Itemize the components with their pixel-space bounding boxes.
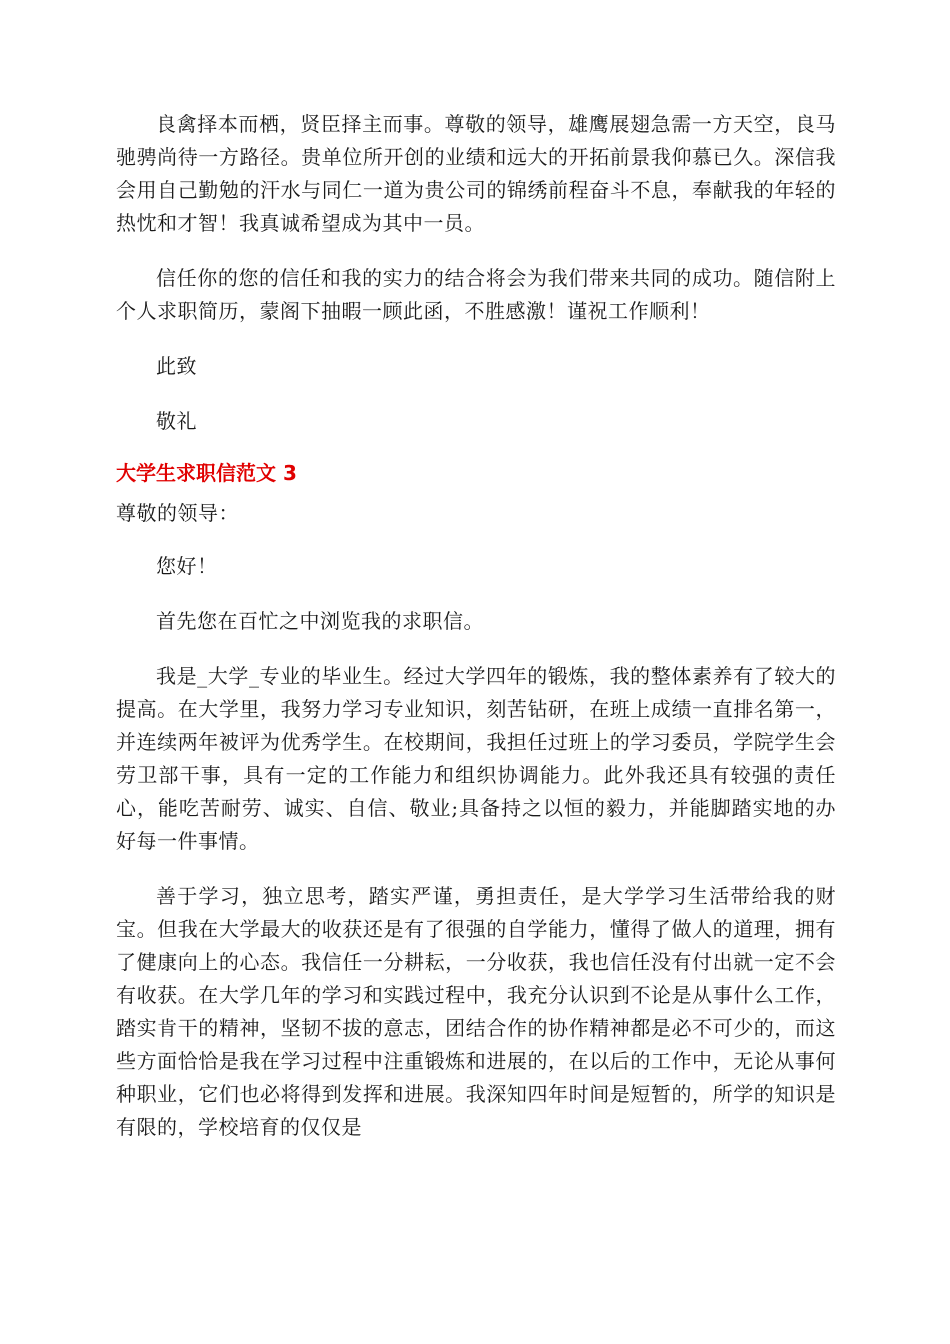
body-paragraph: 信任你的您的信任和我的实力的结合将会为我们带来共同的成功。随信附上个人求职简历，蒙阁下抽暇一顾此函，不胜感激！谨祝工作顺利！ [116, 266, 836, 323]
greeting-line: 您好！ [156, 554, 218, 578]
document-page [116, 108, 836, 1144]
body-paragraph: 首先您在百忙之中浏览我的求职信。 [156, 609, 484, 633]
body-paragraph: 良禽择本而栖，贤臣择主而事。尊敬的领导，雄鹰展翅急需一方天空，良马驰骋尚待一方路径。贵单位所开创的业绩和远大的开拓前景我仰慕已久。深信我会用自己勤勉的汗水与同仁一道为贵公司的锦绣前程奋斗不息，奉献我的年轻的热忱和才智！我真诚希望成为其中一员。 [116, 112, 836, 235]
body-paragraph: 善于学习，独立思考，踏实严谨，勇担责任，是大学学习生活带给我的财宝。但我在大学最大的收获还是有了很强的自学能力，懂得了做人的道理，拥有了健康向上的心态。我信任一分耕耘，一分收获，我也信任没有付出就一定不会有收获。在大学几年的学习和实践过程中，我充分认识到不论是从事什么工作，踏实肯干的精神，坚韧不拔的意志，团结合作的协作精神都是必不可少的，而这些方面恰恰是我在学习过程中注重锻炼和进展的，在以后的工作中，无论从事何种职业，它们也必将得到发挥和进展。我深知四年时间是短暂的，所学的知识是有限的，学校培育的仅仅是 [116, 884, 836, 1139]
body-paragraph: 我是_大学_专业的毕业生。经过大学四年的锻炼，我的整体素养有了较大的提高。在大学里，我努力学习专业知识，刻苦钻研，在班上成绩一直排名第一，并连续两年被评为优秀学生。在校期间，我担任过班上的学习委员，学院学生会劳卫部干事，具有一定的工作能力和组织协调能力。此外我还具有较强的责任心，能吃苦耐劳、诚实、自信、敬业;具备持之以恒的毅力，并能脚踏实地的办好每一件事情。 [116, 664, 836, 853]
salutation: 尊敬的领导： [116, 501, 239, 525]
closing-line: 此致 [156, 354, 197, 378]
closing-line: 敬礼 [156, 409, 197, 433]
section-heading: 大学生求职信范文 3 [116, 461, 297, 485]
